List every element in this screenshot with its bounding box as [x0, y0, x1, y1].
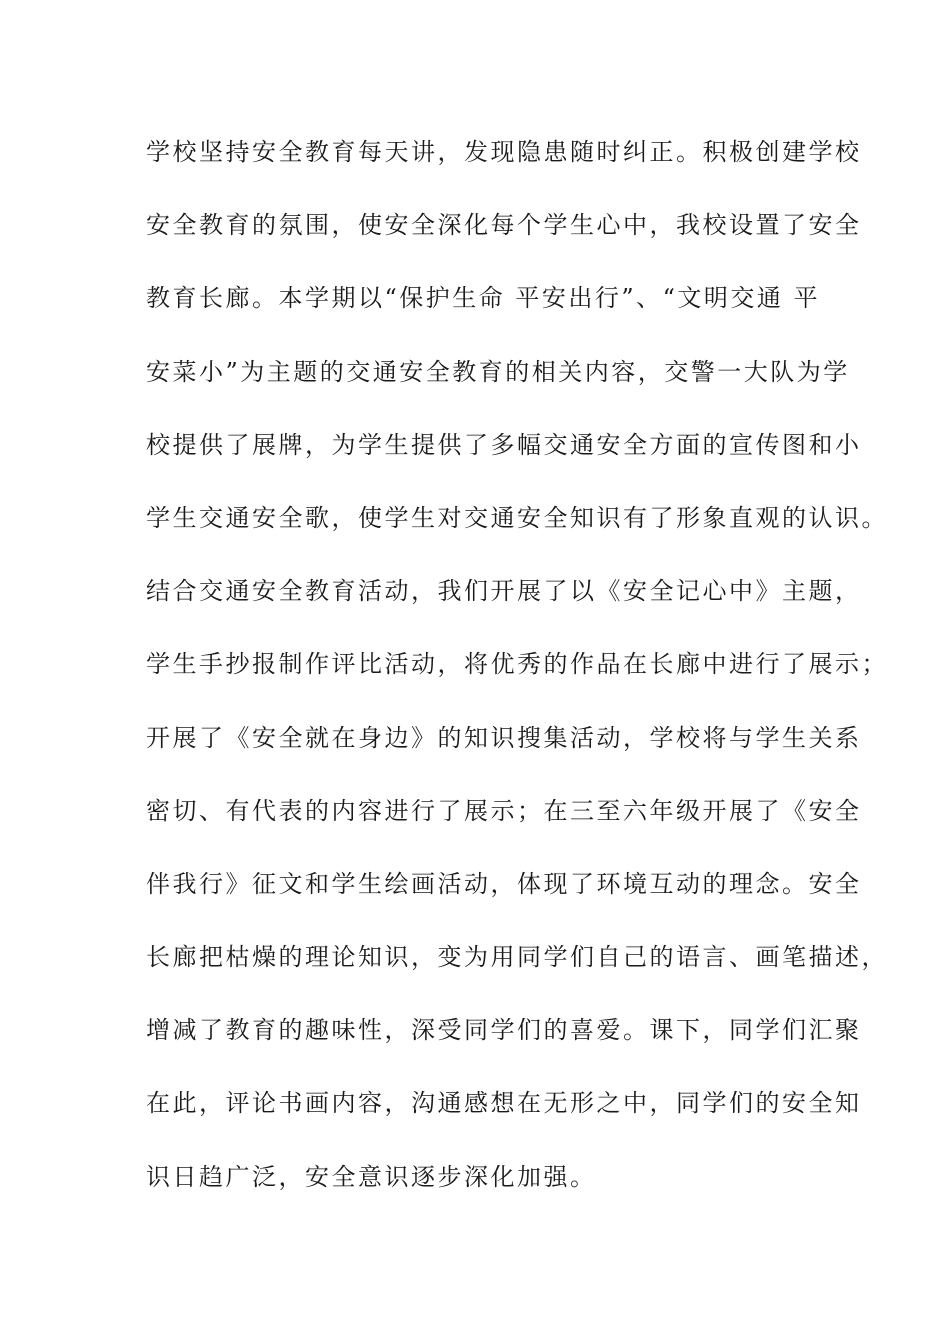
text-line: 开展了《安全就在身边》的知识搜集活动，学校将与学生关系 — [146, 723, 862, 752]
text-line: 学校坚持安全教育每天讲，发现隐患随时纠正。积极创建学校 — [146, 138, 862, 166]
text-line: 结合交通安全教育活动，我们开展了以《安全记心中》主题， — [146, 577, 862, 606]
text-line: 在此，评论书画内容，沟通感想在无形之中，同学们的安全知 — [146, 1089, 862, 1118]
text-line: 安全教育的氛围，使安全深化每个学生心中，我校设置了安全 — [146, 211, 862, 240]
body-paragraph — [146, 130, 888, 1228]
text-line: 学生手抄报制作评比活动，将优秀的作品在长廊中进行了展示； — [146, 650, 888, 679]
text-line: 伴我行》征文和学生绘画活动，体现了环境互动的理念。安全 — [146, 869, 862, 898]
text-line: 识日趋广泛，安全意识逐步深化加强。 — [146, 1162, 597, 1191]
text-line: 密切、有代表的内容进行了展示；在三至六年级开展了《安全 — [146, 796, 862, 825]
text-line: 增减了教育的趣味性，深受同学们的喜爱。课下，同学们汇聚 — [146, 1016, 862, 1045]
text-line: 长廊把枯燥的理论知识，变为用同学们自己的语言、画笔描述， — [146, 943, 888, 972]
text-line: 校提供了展牌，为学生提供了多幅交通安全方面的宣传图和小 — [146, 430, 862, 459]
text-line: 教育长廊。本学期以“保护生命 平安出行”、“文明交通 平 — [146, 284, 821, 313]
text-line: 学生交通安全歌，使学生对交通安全知识有了形象直观的认识。 — [146, 503, 888, 532]
text-line: 安菜小”为主题的交通安全教育的相关内容，交警一大队为学 — [146, 357, 850, 386]
